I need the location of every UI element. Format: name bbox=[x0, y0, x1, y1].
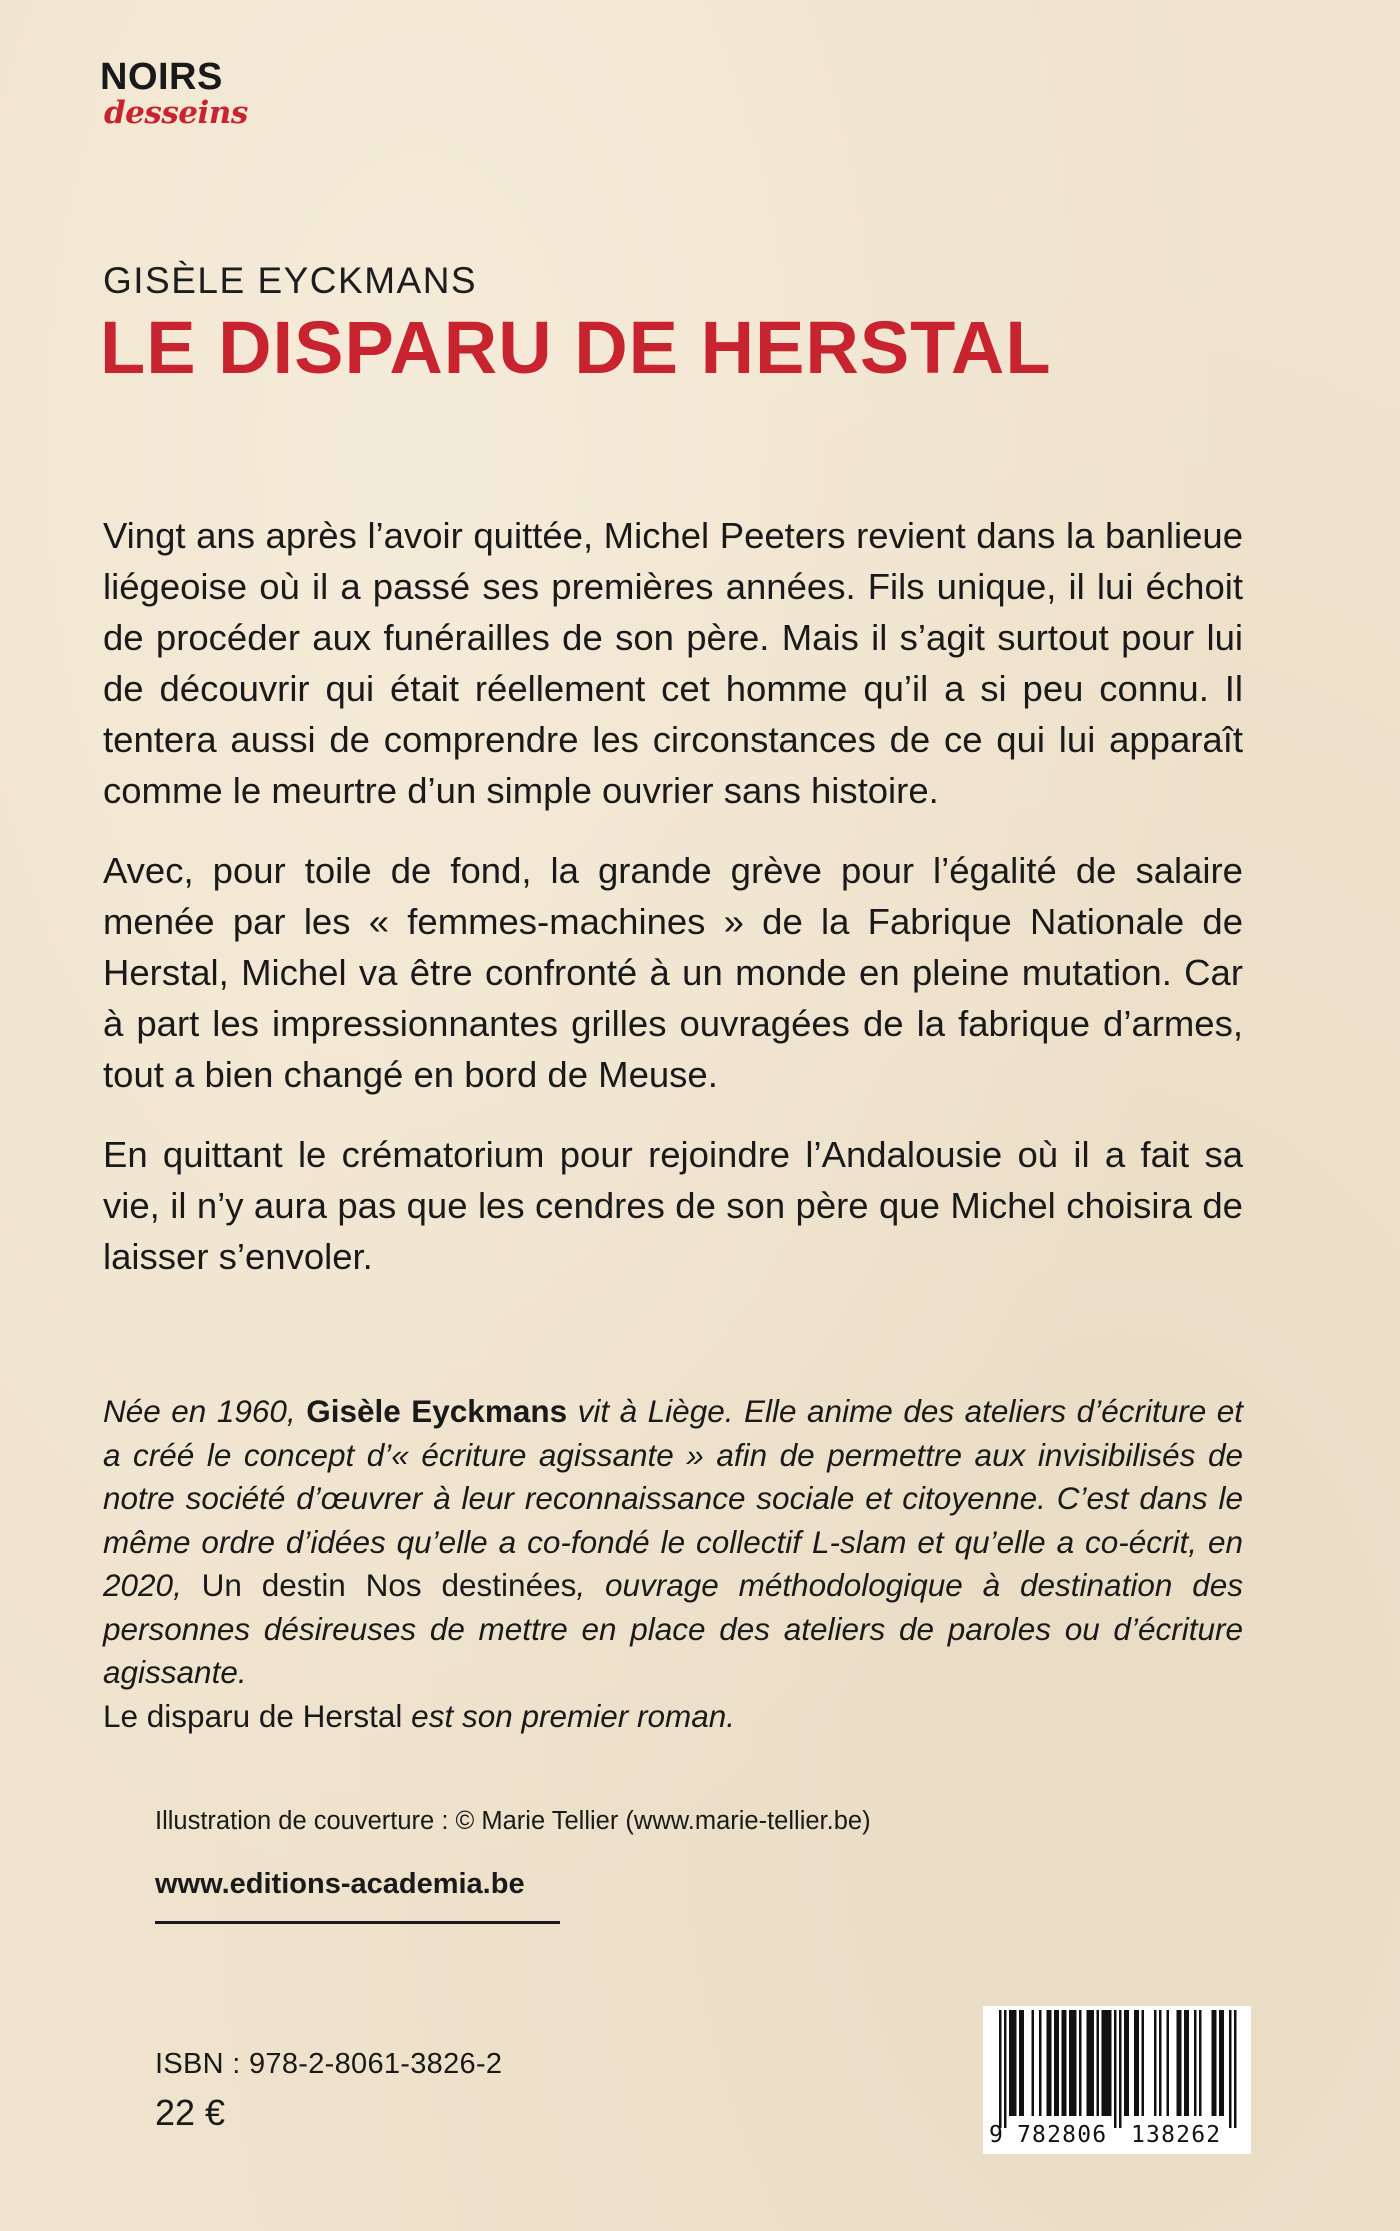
barcode-bar bbox=[1039, 2010, 1042, 2116]
barcode-bar bbox=[1194, 2010, 1197, 2116]
barcode-bar bbox=[1087, 2010, 1090, 2116]
barcode-bar bbox=[1012, 2010, 1015, 2116]
isbn: ISBN : 978-2-8061-3826-2 bbox=[155, 2048, 503, 2080]
barcode-bar bbox=[1142, 2010, 1145, 2116]
barcode-bar bbox=[1134, 2010, 1137, 2116]
barcode-guard-bar bbox=[1234, 2010, 1237, 2128]
barcode-bar bbox=[1047, 2010, 1050, 2116]
blurb-paragraph-2: Avec, pour toile de fond, la grande grève pour l’égalité de salaire menée par les « femmes-machines » de la Fabrique Nationale de Herstal, Michel va être confronté à un monde en pleine mutation. Car à part les impressionnantes grilles ouvragées de la fabrique d’armes, tout a bien changé en bord de Meuse. bbox=[103, 850, 1243, 1095]
barcode-bar bbox=[1022, 2010, 1025, 2116]
barcode-bar bbox=[1104, 2010, 1107, 2116]
barcode-bar bbox=[1154, 2010, 1157, 2116]
author-bio-paragraph bbox=[103, 1390, 1243, 1695]
barcode-bar bbox=[1079, 2010, 1082, 2116]
bio-author-name: Gisèle Eyckmans bbox=[306, 1393, 568, 1429]
barcode-bar bbox=[1089, 2010, 1092, 2116]
barcode-bar bbox=[1074, 2010, 1077, 2116]
bio-text: vit à Liège. Elle anime des ateliers d’écriture et a créé le concept d’« écriture agissante » afin de permettre aux invisibilisés de notre société d’œuvrer à leur reconnaissance sociale et citoyenne. C’est dans le même ordre d’idées qu’elle a co-fondé le collectif L-slam et qu’elle a co-écrit, en 2020, bbox=[103, 1393, 1244, 1603]
blurb-paragraph-1: Vingt ans après l’avoir quittée, Michel Peeters revient dans la banlieue liégeoise où il a passé ses premières années. Fils unique, il lui échoit de procéder aux funérailles de son père. Mais il s’agit surtout pour lui de découvrir qui était réellement cet homme qu’il a si peu connu. Il tentera aussi de comprendre les circonstances de ce qui lui apparaît comme le meurtre d’un simple ouvrier sans histoire. bbox=[103, 515, 1243, 811]
bio-text: , ouvrage méthodologique à destination des personnes désireuses de mettre en place des ateliers de paroles ou d’écriture agissante. bbox=[103, 1567, 1243, 1690]
barcode-bar bbox=[1057, 2010, 1060, 2116]
author-bio-last-line bbox=[103, 1695, 1243, 1739]
blurb-paragraph-3: En quittant le crématorium pour rejoindre l’Andalousie où il a fait sa vie, il n’y aura pas que les cendres de son père que Michel choisira de laisser s’envoler. bbox=[103, 1134, 1243, 1277]
barcode-bar bbox=[1212, 2010, 1215, 2116]
barcode-bar bbox=[1107, 2010, 1110, 2116]
bio-text: est son premier roman. bbox=[402, 1697, 736, 1734]
barcode-first-digit: 9 bbox=[989, 2122, 1005, 2148]
publisher-website[interactable]: www.editions-academia.be bbox=[155, 1868, 525, 1900]
barcode-bar bbox=[1102, 2010, 1105, 2116]
barcode-guard-bar bbox=[1229, 2010, 1232, 2128]
barcode-bar bbox=[1184, 2010, 1187, 2116]
barcode-guard-bar bbox=[1114, 2010, 1117, 2128]
barcode-bar bbox=[1054, 2010, 1057, 2116]
publisher-logo bbox=[100, 58, 248, 129]
publisher-logo-desseins: desseins bbox=[104, 95, 248, 131]
barcode-bar bbox=[1092, 2010, 1095, 2116]
barcode-guard-bar bbox=[1119, 2010, 1122, 2128]
barcode-guard-bar bbox=[999, 2010, 1002, 2128]
bio-text: Née en 1960, bbox=[103, 1393, 307, 1429]
author-name: GISÈLE EYCKMANS bbox=[103, 260, 478, 301]
barcode-bar bbox=[1069, 2010, 1072, 2116]
book-title: LE DISPARU DE HERSTAL bbox=[100, 306, 1052, 389]
website-underline bbox=[155, 1921, 560, 1924]
barcode-bar bbox=[1127, 2010, 1130, 2116]
author-bio bbox=[103, 1390, 1243, 1738]
barcode-bar bbox=[1009, 2010, 1012, 2116]
blurb bbox=[103, 510, 1243, 1311]
barcode-bar bbox=[1199, 2010, 1202, 2116]
price: 22 € bbox=[155, 2092, 226, 2133]
barcode-bar bbox=[1222, 2010, 1225, 2116]
publisher-logo-noirs: NOIRS bbox=[100, 56, 223, 98]
barcode-bar bbox=[1214, 2010, 1217, 2116]
barcode-bar bbox=[1159, 2010, 1162, 2116]
bio-book-title: Un destin Nos destinées bbox=[201, 1567, 577, 1603]
barcode-bar bbox=[1019, 2010, 1022, 2116]
barcode-bar bbox=[1062, 2010, 1065, 2116]
barcode-bar bbox=[1049, 2010, 1052, 2116]
illustration-credit: Illustration de couverture : © Marie Tellier (www.marie-tellier.be) bbox=[155, 1807, 871, 1835]
barcode-bar bbox=[1167, 2010, 1170, 2116]
barcode-bar bbox=[1097, 2010, 1100, 2116]
barcode-digits bbox=[983, 2118, 1251, 2152]
barcode-bar bbox=[1187, 2010, 1190, 2116]
barcode-bar bbox=[1124, 2010, 1127, 2116]
barcode-right-digits: 138262 bbox=[1131, 2122, 1222, 2148]
barcode-left-digits: 782806 bbox=[1017, 2122, 1108, 2148]
barcode-bar bbox=[1177, 2010, 1180, 2116]
barcode-bar bbox=[1014, 2010, 1017, 2116]
barcode-bar bbox=[1219, 2010, 1222, 2116]
barcode-guard-bar bbox=[1004, 2010, 1007, 2128]
bio-novel-title: Le disparu de Herstal bbox=[103, 1697, 403, 1734]
barcode-bar bbox=[1072, 2010, 1075, 2116]
barcode-bar bbox=[1137, 2010, 1140, 2116]
barcode bbox=[983, 2006, 1251, 2154]
barcode-bar bbox=[1032, 2010, 1035, 2116]
barcode-bar bbox=[1109, 2010, 1112, 2116]
barcode-bar bbox=[1064, 2010, 1067, 2116]
barcode-bar bbox=[1179, 2010, 1182, 2116]
